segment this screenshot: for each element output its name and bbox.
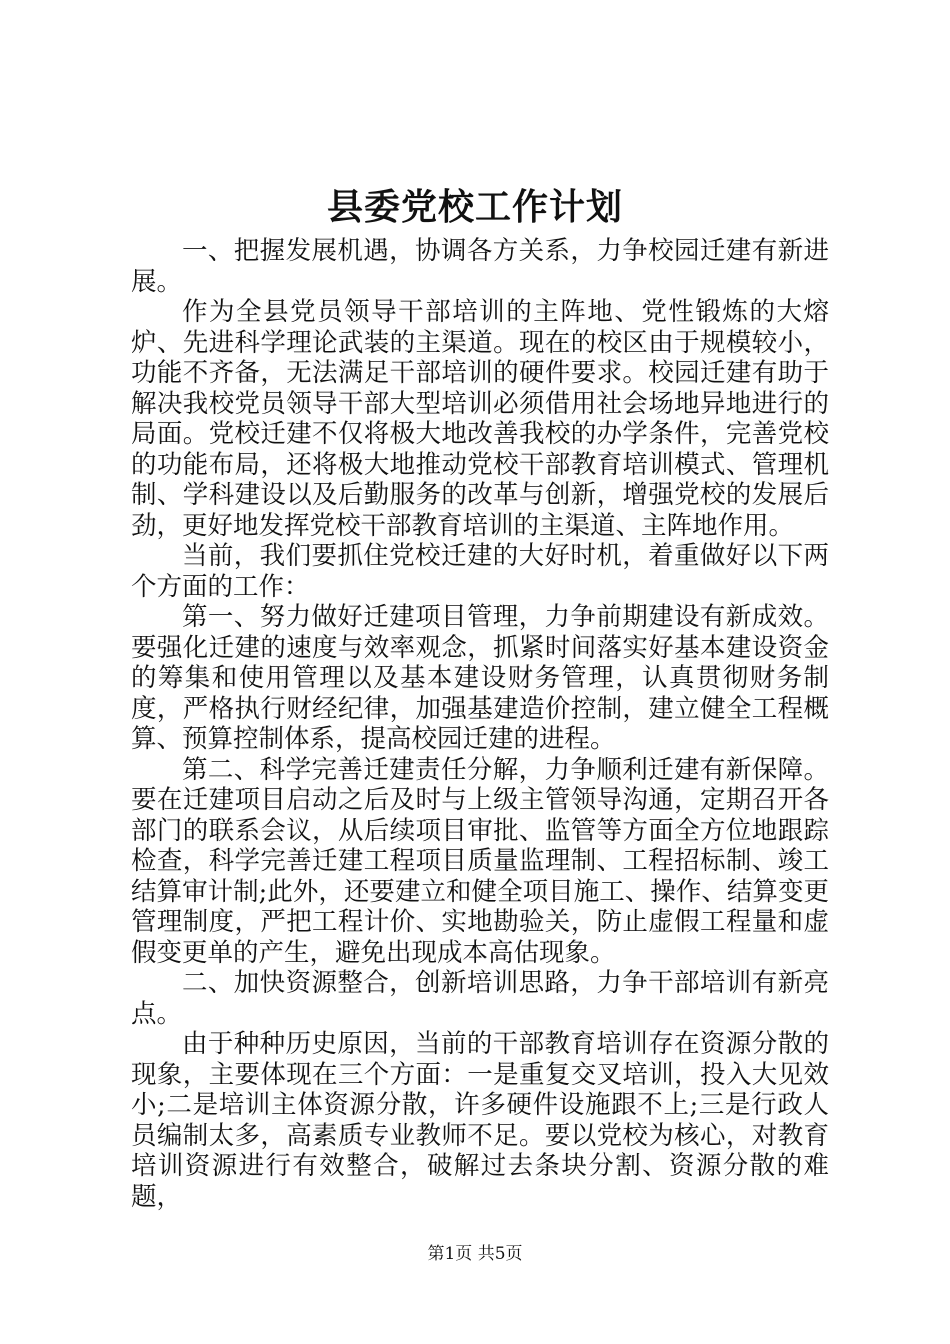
paragraph-5: 第二、科学完善迁建责任分解，力争顺利迁建有新保障。要在迁建项目启动之后及时与上级主管领导沟通，定期召开各部门的联系会议，从后续项目审批、监管等方面全方位地跟踪检查，科学完善迁建工程项目质量监理制、工程招标制、竣工结算审计制;此外，还要建立和健全项目施工、操作、结算变更管理制度，严把工程计价、实地勘验关，防止虚假工程量和虚假变更单的产生，避免出现成本高估现象。 bbox=[131, 754, 829, 968]
document-title: 县委党校工作计划 bbox=[326, 186, 623, 228]
paragraph-2: 作为全县党员领导干部培训的主阵地、党性锻炼的大熔炉、先进科学理论武装的主渠道。现在的校区由于规模较小，功能不齐备，无法满足干部培训的硬件要求。校园迁建有助于解决我校党员领导干部大型培训必须借用社会场地异地进行的局面。党校迁建不仅将极大地改善我校的办学条件，完善党校的功能布局，还将极大地推动党校干部教育培训模式、管理机制、学科建设以及后勤服务的改革与创新，增强党校的发展后劲，更好地发挥党校干部教育培训的主渠道、主阵地作用。 bbox=[131, 297, 829, 541]
paragraph-3: 当前，我们要抓住党校迁建的大好时机，着重做好以下两个方面的工作： bbox=[131, 541, 829, 602]
document-body bbox=[131, 236, 829, 1212]
paragraph-7: 由于种种历史原因，当前的干部教育培训存在资源分散的现象，主要体现在三个方面：一是重复交叉培训，投入大见效小;二是培训主体资源分散，许多硬件设施跟不上;三是行政人员编制太多，高素质专业教师不足。要以党校为核心，对教育培训资源进行有效整合，破解过去条块分割、资源分散的难题， bbox=[131, 1029, 829, 1212]
paragraph-6: 二、加快资源整合，创新培训思路，力争干部培训有新亮点。 bbox=[131, 968, 829, 1029]
paragraph-4: 第一、努力做好迁建项目管理，力争前期建设有新成效。要强化迁建的速度与效率观念，抓紧时间落实好基本建设资金的筹集和使用管理以及基本建设财务管理，认真贯彻财务制度，严格执行财经纪律，加强基建造价控制，建立健全工程概算、预算控制体系，提高校园迁建的进程。 bbox=[131, 602, 829, 754]
page-footer: 第1页 共5页 bbox=[427, 1244, 523, 1264]
paragraph-1: 一、把握发展机遇，协调各方关系，力争校园迁建有新进展。 bbox=[131, 236, 829, 297]
